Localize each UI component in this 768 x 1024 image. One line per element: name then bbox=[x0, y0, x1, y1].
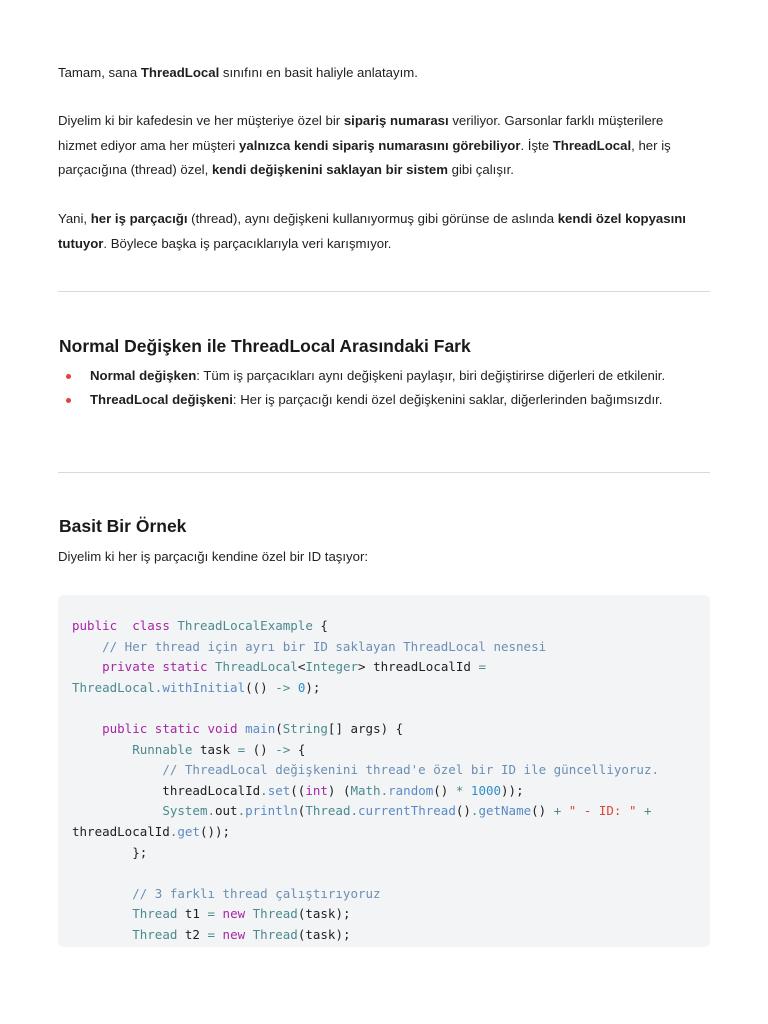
section-divider bbox=[58, 291, 710, 292]
code-line: // Her thread için ayrı bir ID saklayan ThreadLocal nesnesi bbox=[102, 638, 547, 654]
term-threadlocal: ThreadLocal bbox=[140, 65, 220, 80]
section-heading-difference: Normal Değişken ile ThreadLocal Arasındaki Fark bbox=[59, 336, 471, 356]
difference-list bbox=[58, 364, 710, 412]
code-line: // 3 farklı thread çalıştırıyoruz bbox=[132, 885, 381, 901]
bullet-dot bbox=[66, 398, 71, 403]
code-line: Runnable task = () -> { bbox=[132, 741, 306, 757]
section-heading-example: Basit Bir Örnek bbox=[59, 516, 187, 536]
intro-paragraph-2: Diyelim ki bir kafedesin ve her müşteriye özel bir sipariş numarası veriliyor. Garsonlar farklı müşterilere hizmet ediyor ama her müşteri yalnızca kendi sipariş numarasını görebiliyor. İşte ThreadLocal, her iş parçacığına (thread) özel, kendi değişkenini saklayan bir sistem gibi çalışır. bbox=[58, 113, 671, 177]
bullet-dot bbox=[66, 374, 71, 379]
code-line: threadLocalId.get()); bbox=[72, 823, 231, 839]
intro-paragraph-3: Yani, her iş parçacığı (thread), aynı değişkeni kullanıyormuş gibi görünse de aslında kendi özel kopyasını tutuyor. Böylece başka iş parçacıklarıyla veri karışmıyor. bbox=[58, 211, 686, 251]
example-intro: Diyelim ki her iş parçacığı kendine özel bir ID taşıyor: bbox=[58, 549, 369, 564]
code-line: }; bbox=[72, 844, 148, 860]
code-line: public static void main(String[] args) { bbox=[102, 720, 404, 736]
code-line: Thread t2 = new Thread(task); bbox=[132, 926, 351, 942]
list-item: Normal değişken: Tüm iş parçacıkları aynı değişkeni paylaşır, biri değiştirirse diğerleri de etkilenir. bbox=[58, 364, 710, 388]
section-divider bbox=[58, 472, 710, 473]
intro-paragraph-1: Tamam, sana ThreadLocal sınıfını en basit haliyle anlatayım. bbox=[58, 65, 418, 80]
code-line: System.out.println(Thread.currentThread().getName() + " - ID: " + bbox=[162, 803, 652, 819]
code-block[interactable] bbox=[58, 595, 710, 947]
list-item: ThreadLocal değişkeni: Her iş parçacığı kendi özel değişkenini saklar, diğerlerinden bağımsızdır. bbox=[58, 388, 710, 412]
code-line: public class ThreadLocalExample { bbox=[72, 618, 328, 633]
code-line: private static ThreadLocal<Integer> threadLocalId = bbox=[102, 659, 486, 675]
code-line: threadLocalId.set((int) (Math.random() * 1000)); bbox=[72, 782, 524, 798]
code-line: // ThreadLocal değişkenini thread'e özel bir ID ile güncelliyoruz. bbox=[162, 762, 660, 778]
code-line: ThreadLocal.withInitial(() -> 0); bbox=[72, 679, 321, 695]
code-line: Thread t1 = new Thread(task); bbox=[132, 906, 351, 922]
code-content[interactable] bbox=[58, 595, 710, 946]
